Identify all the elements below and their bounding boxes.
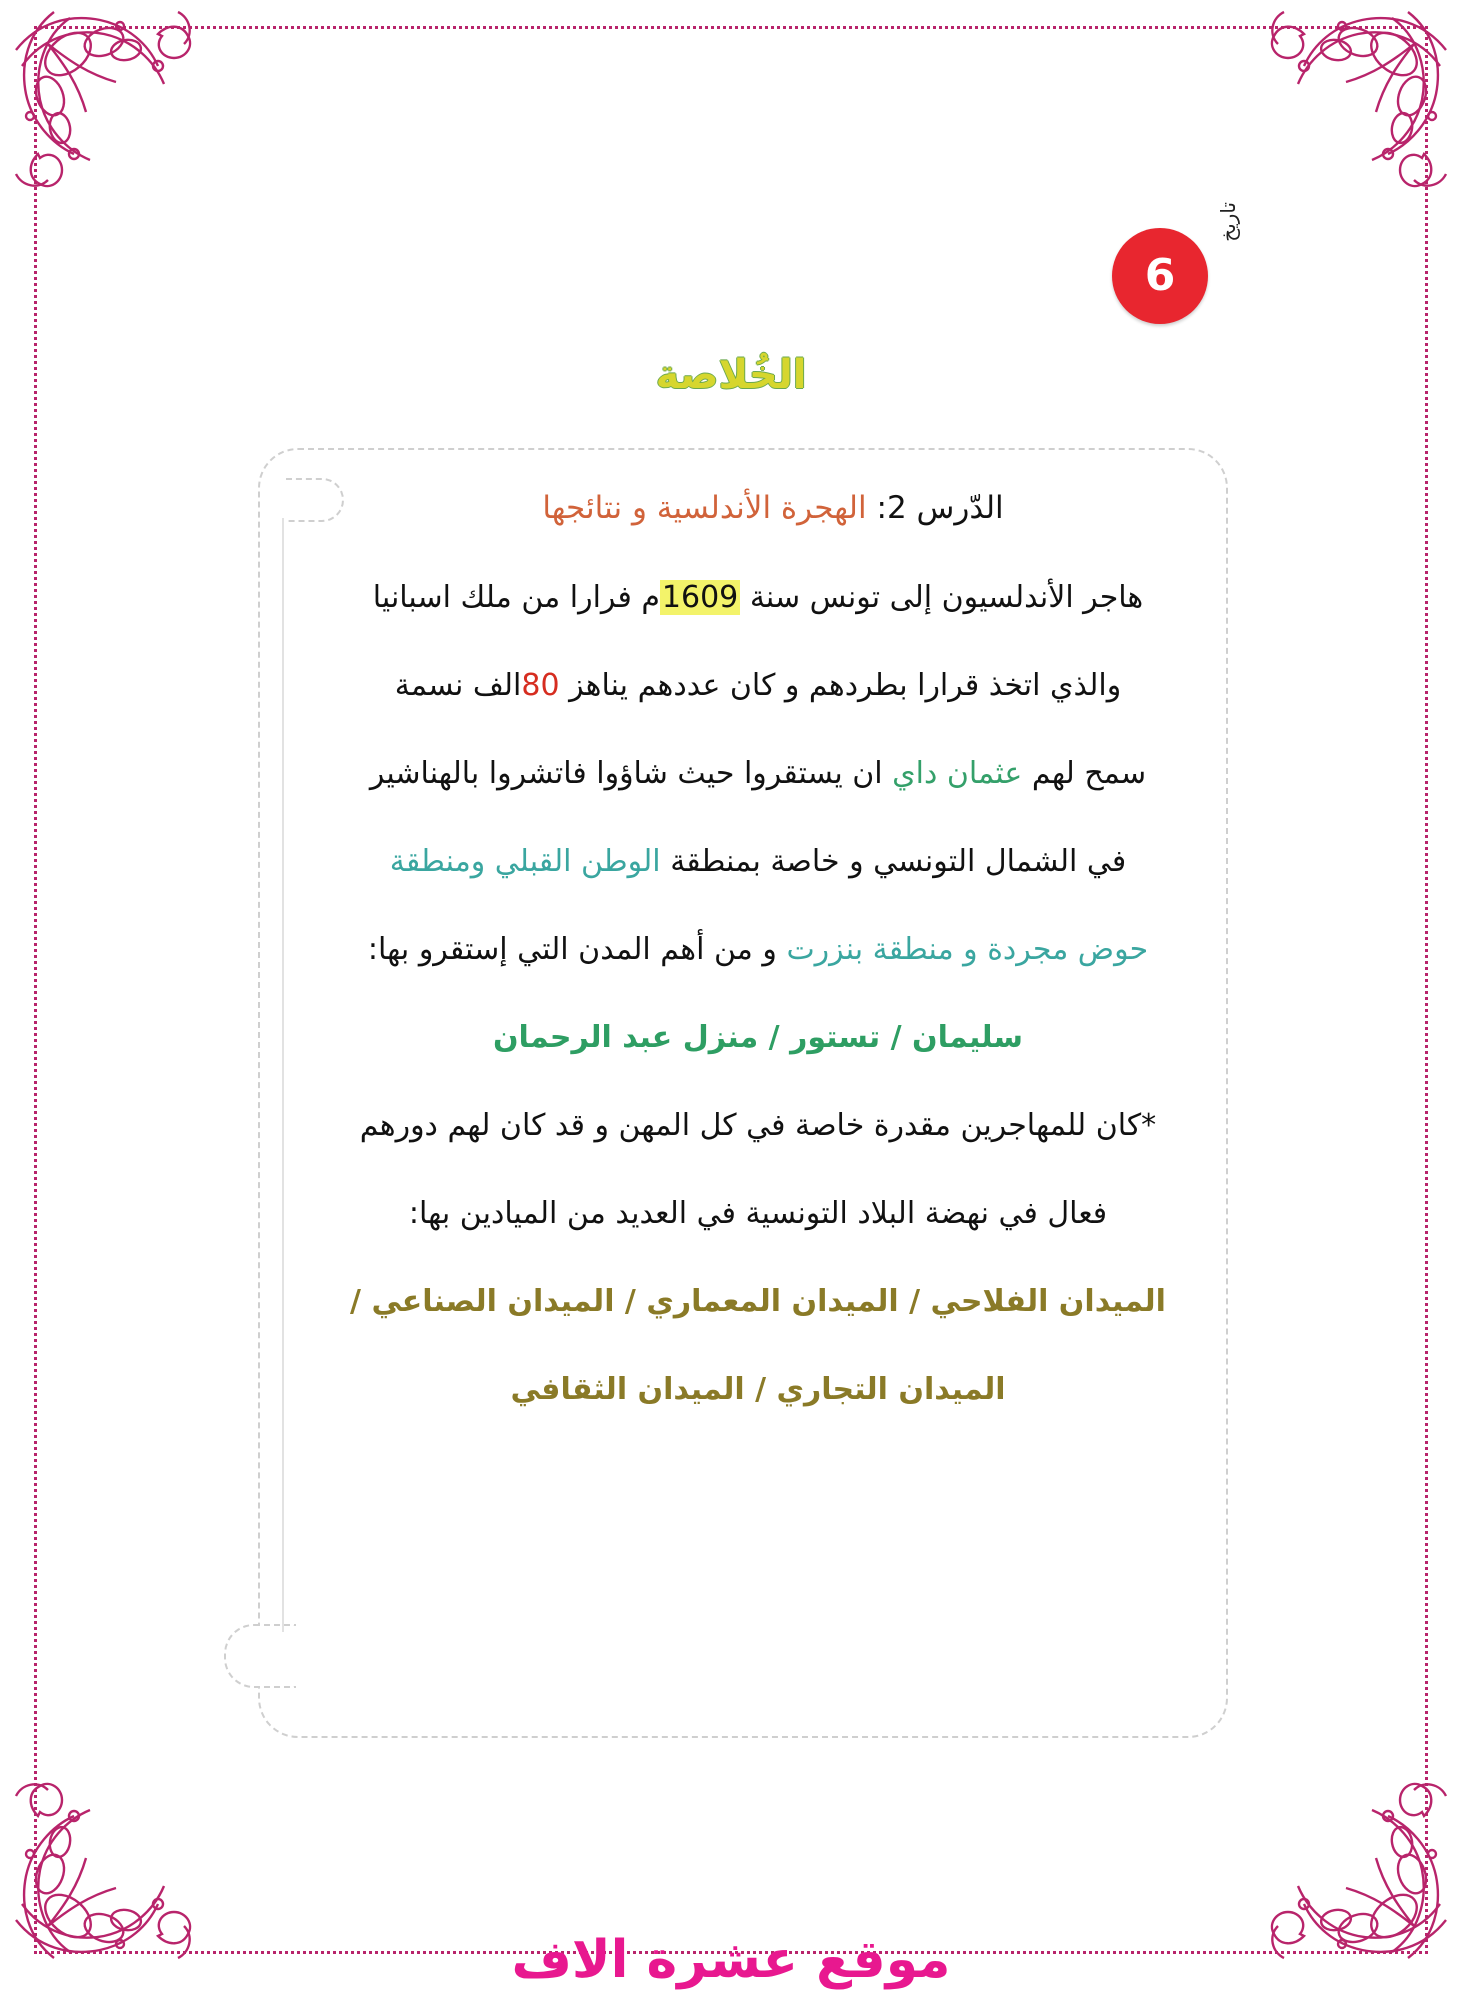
- text-run: عثمان داي: [892, 756, 1023, 791]
- text-run: فعال في نهضة البلاد التونسية في العديد من الميادين بها:: [408, 1196, 1108, 1231]
- lesson-prefix: الدّرس 2:: [876, 490, 1004, 526]
- text-run: الوطن القبلي ومنطقة: [389, 844, 661, 879]
- date-number: 6: [1112, 228, 1208, 324]
- date-badge: [1090, 202, 1240, 324]
- text-run: م فرارا من ملك اسبانيا: [372, 580, 660, 615]
- card-notch-bottom: [224, 1624, 296, 1688]
- text-run: والذي اتخذ قرارا بطردهم و كان عددهم يناهز: [559, 668, 1122, 703]
- text-run: 80: [521, 668, 560, 703]
- lesson-paragraph: [320, 1086, 1196, 1166]
- lesson-paragraph: [320, 558, 1196, 638]
- lesson-paragraph: [320, 822, 1196, 902]
- lesson-body: [320, 558, 1196, 1438]
- lesson-paragraph: [320, 910, 1196, 990]
- lesson-paragraph: [320, 1350, 1196, 1430]
- card-margin-line: [282, 518, 284, 1632]
- lesson-paragraph: [320, 1174, 1196, 1254]
- lesson-paragraph: [320, 1262, 1196, 1342]
- text-run: *كان للمهاجرين مقدرة خاصة في كل المهن و قد كان لهم دورهم: [359, 1108, 1157, 1143]
- text-run: و من أهم المدن التي إستقرو بها:: [367, 932, 787, 967]
- text-run: هاجر الأندلسيون إلى تونس سنة: [740, 580, 1144, 615]
- text-run: الف نسمة: [394, 668, 522, 703]
- text-run: في الشمال التونسي و خاصة بمنطقة: [660, 844, 1127, 879]
- lesson-paragraph: [320, 734, 1196, 814]
- page-title: الخُلاصة: [655, 352, 807, 398]
- text-run: سمح لهم: [1022, 756, 1147, 791]
- card-notch-top: [286, 478, 344, 522]
- text-run: ان يستقروا حيث شاؤوا فاتشروا بالهناشير: [369, 756, 893, 791]
- lesson-paragraph: [320, 646, 1196, 726]
- lesson-paragraph: [320, 998, 1196, 1078]
- text-run: الميدان الفلاحي / الميدان المعماري / الميدان الصناعي /: [350, 1284, 1166, 1319]
- footer-site-name: موقع عشرة الاف: [511, 1930, 951, 1990]
- lesson-card: [258, 448, 1228, 1738]
- lesson-name: الهجرة الأندلسية و نتائجها: [542, 490, 867, 526]
- text-run: حوض مجردة و منطقة بنزرت: [786, 932, 1149, 967]
- text-run: 1609: [661, 580, 739, 615]
- lesson-title: [380, 490, 1166, 526]
- text-run: سليمان / تستور / منزل عبد الرحمان: [492, 1020, 1024, 1055]
- text-run: الميدان التجاري / الميدان الثقافي: [510, 1372, 1006, 1407]
- date-label: تاريخ: [1216, 202, 1240, 242]
